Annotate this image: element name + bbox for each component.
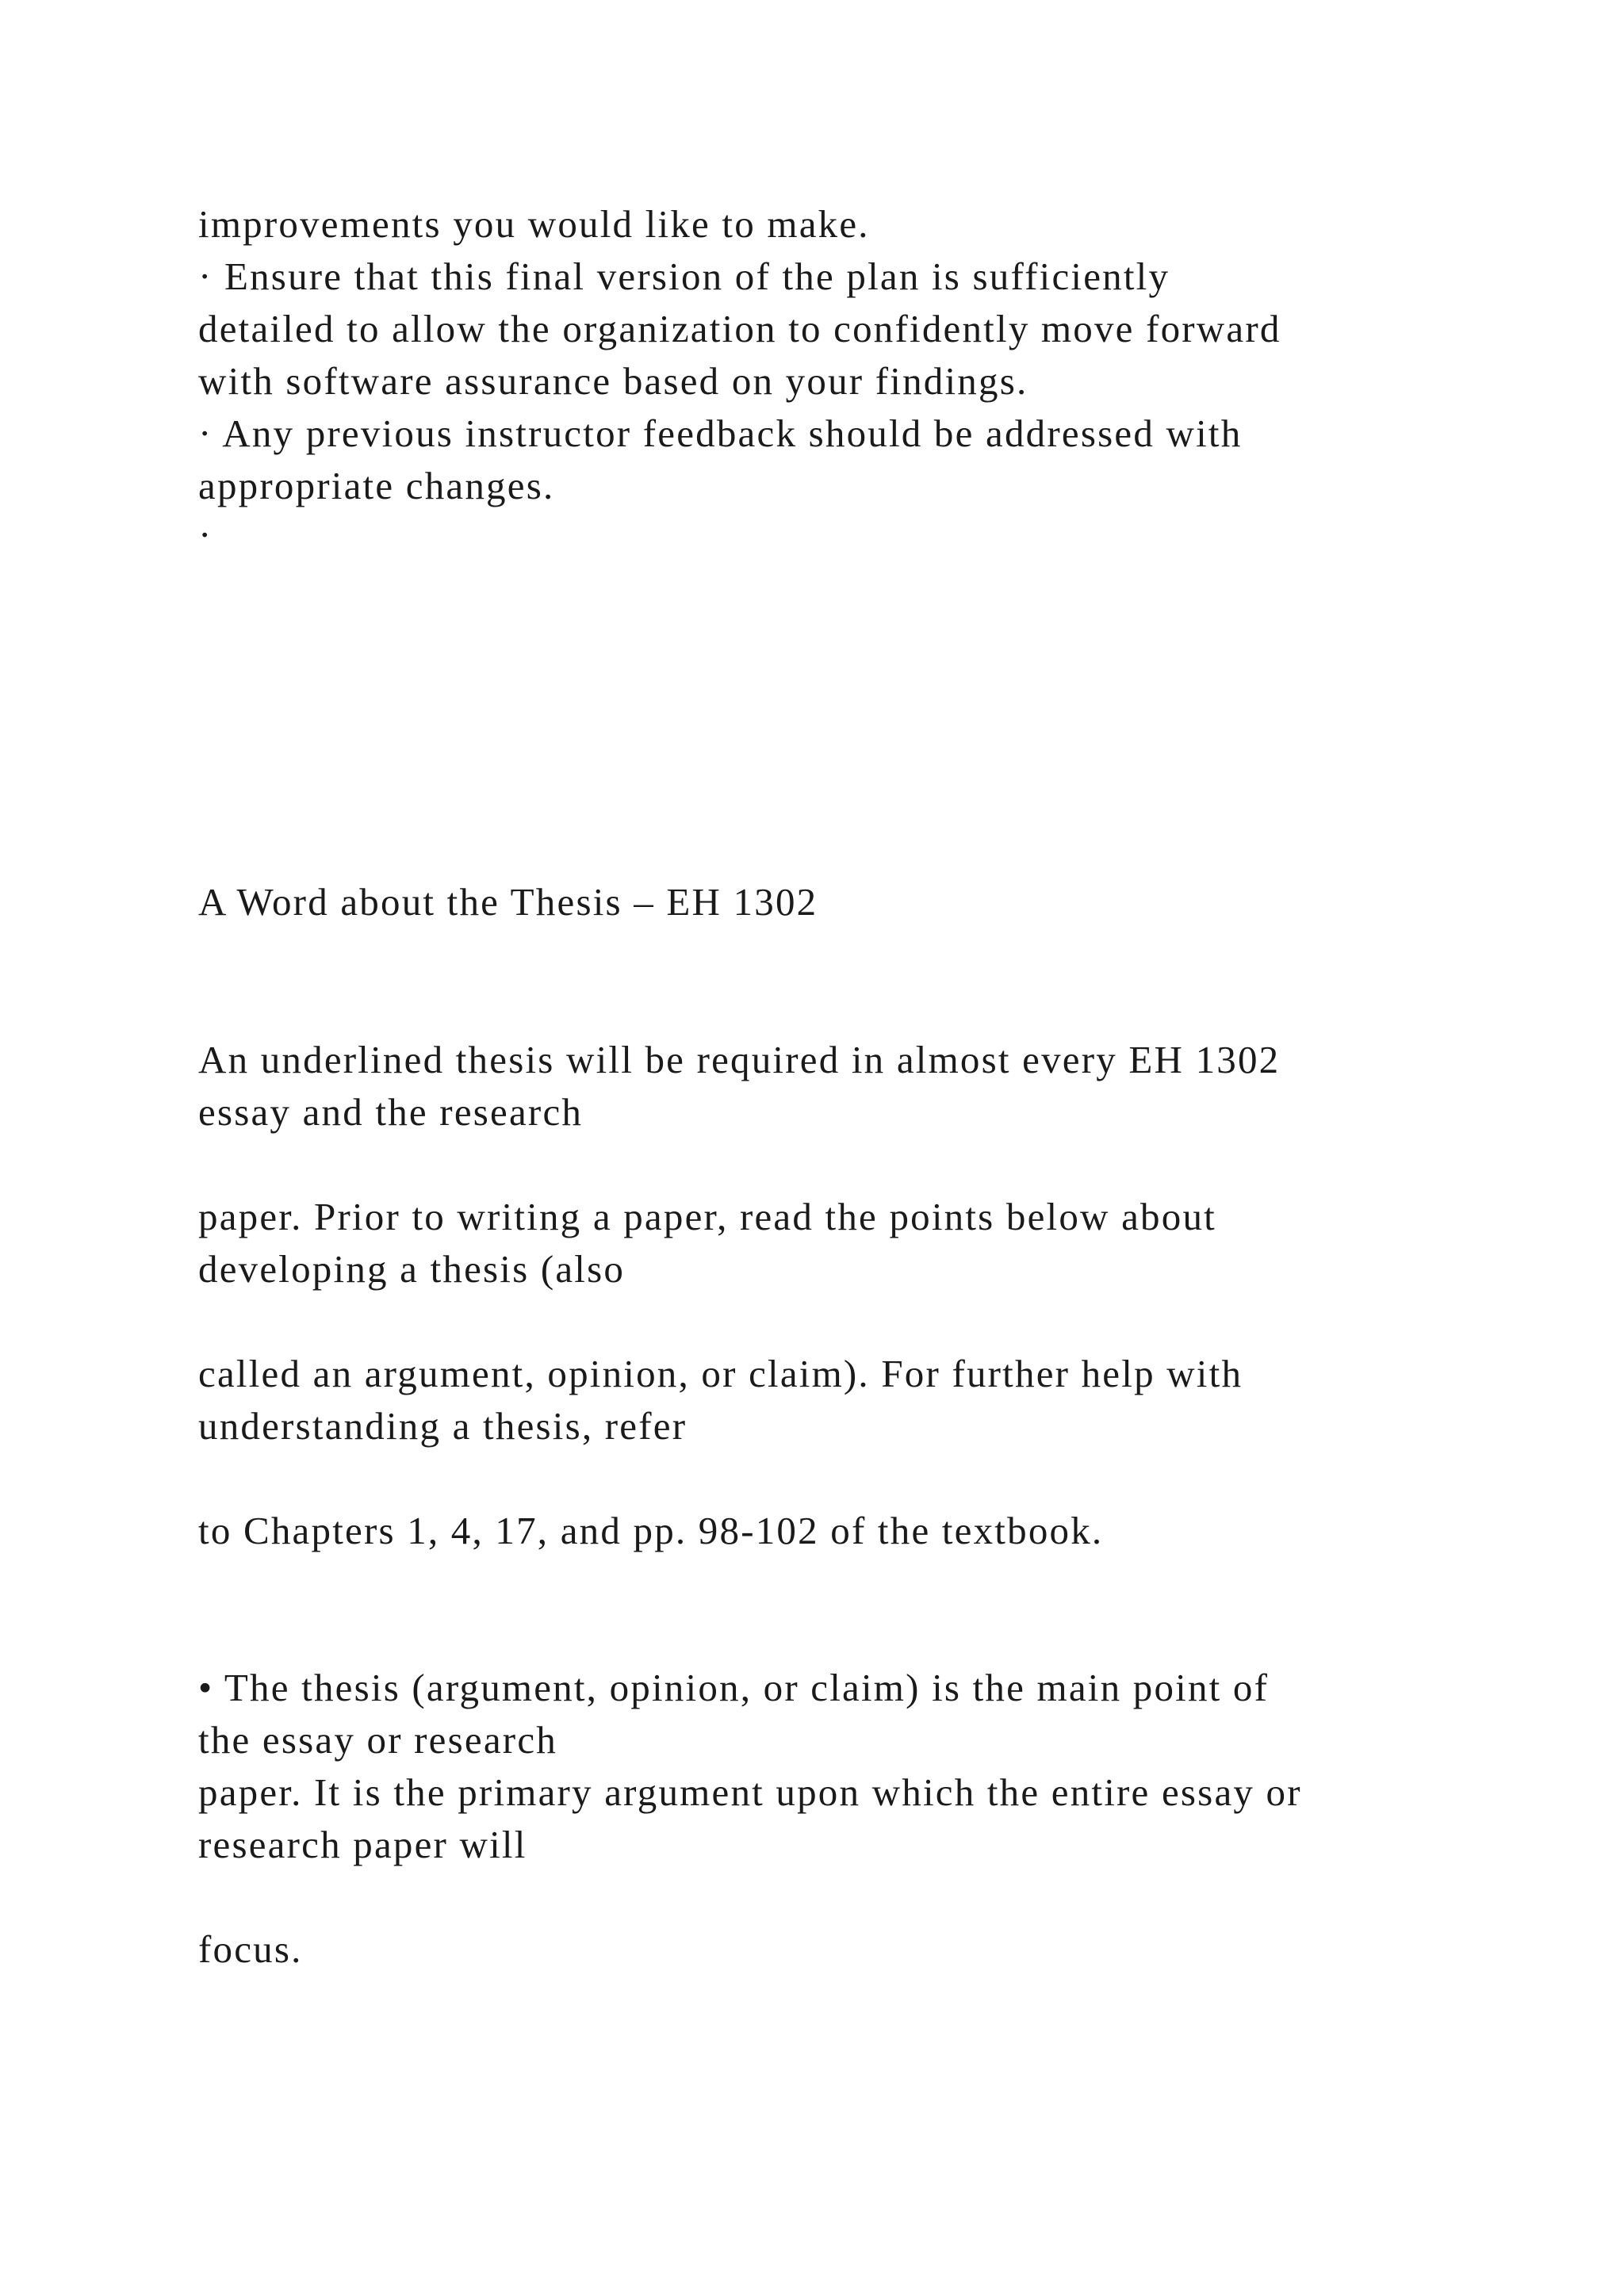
text-line: detailed to allow the organization to confidently move forward: [198, 307, 1281, 350]
text-line: to Chapters 1, 4, 17, and pp. 98-102 of the textbook.: [198, 1509, 1104, 1552]
text-line: understanding a thesis, refer: [198, 1404, 688, 1448]
text-line: the essay or research: [198, 1718, 557, 1762]
text-line: called an argument, opinion, or claim). For further help with: [198, 1352, 1243, 1395]
bullet-line: • The thesis (argument, opinion, or claim) is the main point of: [198, 1666, 1270, 1709]
bullet-marker: ·: [198, 513, 213, 557]
text-line: developing a thesis (also: [198, 1247, 626, 1291]
section-heading: A Word about the Thesis – EH 1302: [198, 880, 818, 924]
text-line: essay and the research: [198, 1090, 584, 1134]
text-line: improvements you would like to make.: [198, 202, 870, 246]
bullet-line: · Ensure that this final version of the plan is sufficiently: [198, 254, 1170, 298]
text-line: research paper will: [198, 1823, 527, 1866]
text-line: paper. Prior to writing a paper, read the points below about: [198, 1195, 1216, 1238]
text-line: appropriate changes.: [198, 464, 555, 507]
bullet-line: · Any previous instructor feedback should be addressed with: [198, 411, 1243, 455]
text-line: with software assurance based on your findings.: [198, 359, 1028, 403]
text-line: paper. It is the primary argument upon which the entire essay or: [198, 1770, 1302, 1814]
text-line: An underlined thesis will be required in almost every EH 1302: [198, 1038, 1281, 1081]
text-line: focus.: [198, 1927, 303, 1971]
